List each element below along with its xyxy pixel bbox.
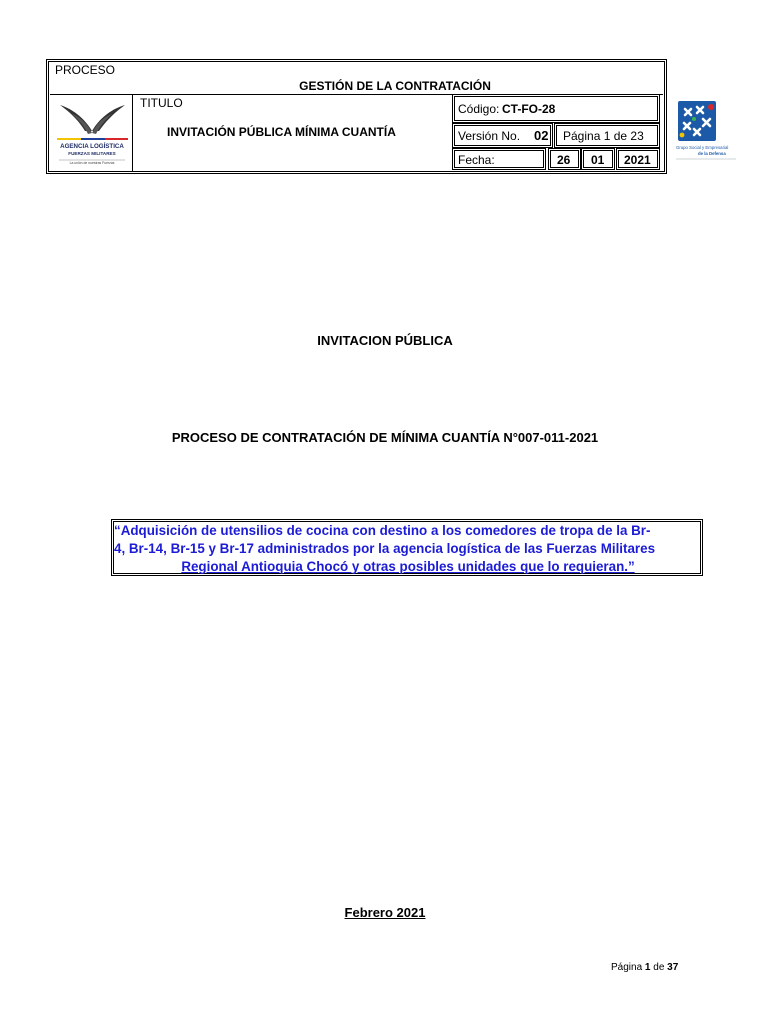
footer-page-num: 1	[644, 962, 651, 973]
proceso-label: PROCESO	[55, 63, 116, 77]
footer-page-prefix: Página	[611, 962, 643, 973]
version-value: 02	[534, 128, 549, 143]
wings-emblem-icon	[55, 97, 130, 169]
gsed-emblem-icon	[672, 99, 740, 165]
logo-left-line1: AGENCIA LOGÍSTICA	[60, 143, 124, 150]
object-line-1: “Adquisición de utensilios de cocina con destino a los comedores de tropa de la Br-	[114, 523, 651, 538]
object-line-3: Regional Antioquia Chocó y otras posibles unidades que lo requieran.”	[181, 559, 635, 574]
codigo-label: Código:	[458, 102, 500, 116]
agencia-logistica-logo	[55, 97, 130, 169]
logo-right-line1: Grupo Social y Empresarial	[676, 145, 729, 150]
contract-object	[114, 522, 702, 576]
footer-page-total: 37	[667, 962, 679, 973]
logo-right-line2: de la Defensa	[698, 151, 726, 156]
document-date: Febrero 2021	[344, 905, 426, 920]
fecha-day: 26	[557, 153, 571, 167]
page-footer	[611, 962, 678, 973]
pagina-label: Página 1 de 23	[563, 129, 644, 143]
logo-left-line3: La unión de nuestras Fuerzas	[69, 161, 115, 165]
logo-left-line2: FUERZAS MILITARES	[68, 151, 116, 156]
fecha-label: Fecha:	[458, 153, 495, 167]
version-label: Versión No.	[458, 129, 521, 143]
footer-page-of: de	[653, 962, 665, 973]
fecha-month: 01	[591, 153, 605, 167]
process-title: PROCESO DE CONTRATACIÓN DE MÍNIMA CUANTÍA N°007-011-2021	[171, 430, 599, 445]
codigo-value: CT-FO-28	[502, 102, 556, 116]
document-title: INVITACION PÚBLICA	[317, 333, 453, 348]
gsed-logo	[672, 99, 740, 165]
proceso-title: GESTIÓN DE LA CONTRATACIÓN	[299, 79, 491, 93]
titulo-label: TITULO	[140, 96, 183, 110]
fecha-year: 2021	[624, 153, 651, 167]
object-line-2: 4, Br-14, Br-15 y Br-17 administrados por la agencia logística de las Fuerzas Militares	[114, 541, 656, 556]
titulo-value: INVITACIÓN PÚBLICA MÍNIMA CUANTÍA	[167, 125, 396, 139]
